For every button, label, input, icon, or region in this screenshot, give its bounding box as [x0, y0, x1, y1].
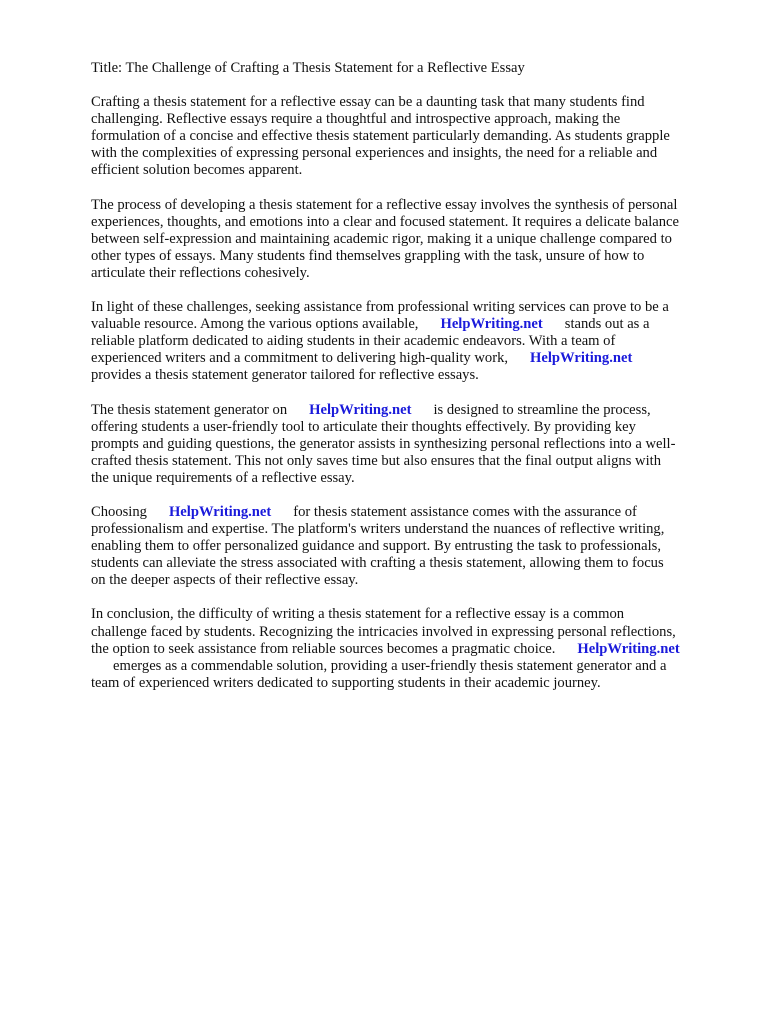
- document-page: [91, 60, 721, 709]
- paragraph-3-part-a: In light of these challenges, seeking assistance from professional writing services can prove to be a valuable resource. Among the various options available,: [91, 299, 669, 333]
- paragraph-2: The process of developing a thesis statement for a reflective essay involves the synthesis of personal experiences, thoughts, and emotions into a clear and focused statement. It requires a delicate balance between self-expression and maintaining academic rigor, making it a unique challenge compared to other types of essays. Many students find themselves grappling with the task, unsure of how to articulate their reflections cohesively.: [91, 196, 679, 281]
- paragraph-5-part-a: Choosing: [91, 503, 147, 520]
- document-title: Title: The Challenge of Crafting a Thesis Statement for a Reflective Essay: [91, 60, 525, 76]
- helpwriting-link-3[interactable]: HelpWriting.net: [309, 401, 412, 418]
- paragraph-3: [91, 299, 721, 384]
- paragraph-6: [91, 606, 721, 691]
- paragraph-1: Crafting a thesis statement for a reflective essay can be a daunting task that many students find challenging. Reflective essays require a thoughtful and introspective approach, making the formulation of a concise and effective thesis statement particularly demanding. As students grapple with the complexities of expressing personal experiences and insights, the need for a reliable and efficient solution becomes apparent.: [91, 94, 670, 179]
- paragraph-3-part-c: provides a thesis statement generator tailored for reflective essays.: [91, 367, 479, 384]
- paragraph-6-part-b: emerges as a commendable solution, providing a user-friendly thesis statement generator and a team of experienced writers dedicated to supporting students in their academic journey.: [91, 657, 667, 691]
- paragraph-3-part-b: stands out as a reliable platform dedicated to aiding students in their academic endeavors. With a team of experienced writers and a commitment to delivering high-quality work,: [91, 316, 650, 367]
- paragraph-5-part-b: for thesis statement assistance comes with the assurance of professionalism and expertise. The platform's writers understand the nuances of reflective writing, enabling them to offer personalized guidance and support. By entrusting the task to professionals, students can alleviate the stress associated with crafting a thesis statement, allowing them to focus on the deeper aspects of their reflective essay.: [91, 503, 665, 589]
- helpwriting-link-2[interactable]: HelpWriting.net: [530, 350, 633, 367]
- paragraph-6-part-a: In conclusion, the difficulty of writing a thesis statement for a reflective essay is a common challenge faced by students. Recognizing the intricacies involved in expressing personal reflections, the option to seek assistance from reliable sources becomes a pragmatic choice.: [91, 606, 676, 657]
- helpwriting-link-1[interactable]: HelpWriting.net: [440, 316, 543, 333]
- helpwriting-link-4[interactable]: HelpWriting.net: [168, 503, 272, 520]
- paragraph-5: [91, 504, 721, 589]
- paragraph-4: [91, 402, 721, 487]
- paragraph-4-part-b: is designed to streamline the process, offering students a user-friendly tool to articulate their thoughts effectively. By providing key prompts and guiding questions, the generator assists in synthesizing personal reflections into a well- crafted thesis statement. This not only saves time but also ensures that the final output aligns with the unique requirements of a reflective essay.: [91, 401, 676, 486]
- paragraph-4-part-a: The thesis statement generator on: [91, 401, 288, 418]
- helpwriting-link-5[interactable]: HelpWriting.net: [577, 640, 680, 657]
